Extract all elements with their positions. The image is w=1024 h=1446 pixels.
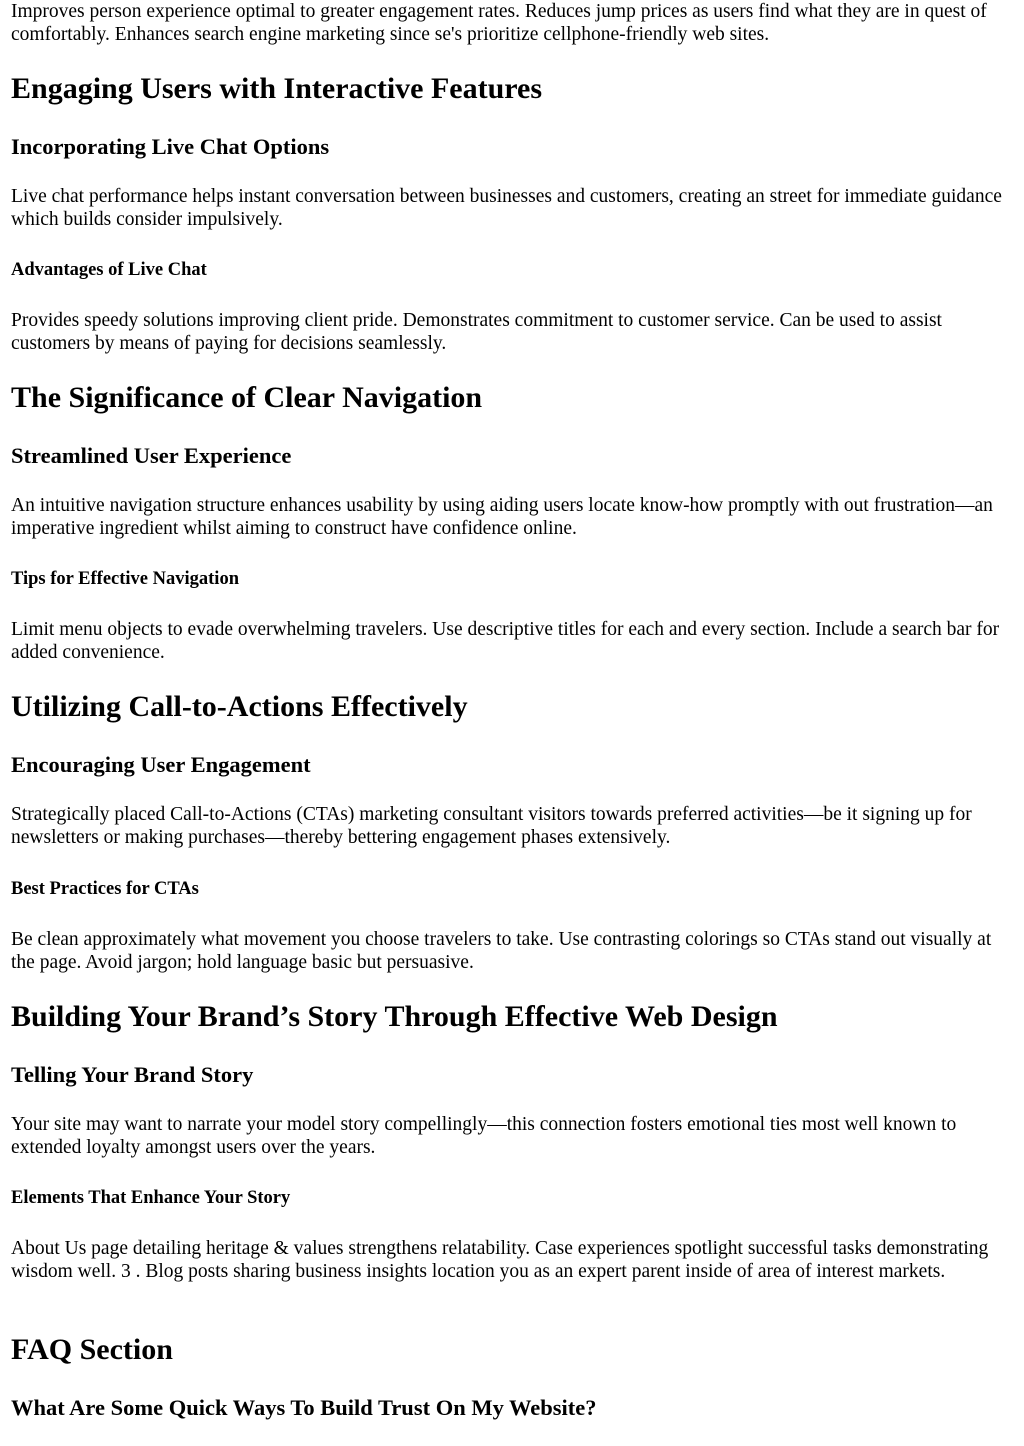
subheading-user-engagement: Encouraging User Engagement [11, 752, 311, 777]
faq-heading: FAQ Section [11, 1333, 173, 1366]
subheading-streamlined-experience: Streamlined User Experience [11, 443, 292, 468]
subheading-live-chat-options: Incorporating Live Chat Options [11, 134, 330, 159]
paragraph-live-chat: Live chat performance helps instant conversation between businesses and customers, creating an street for immediate guidance which builds consider impulsively. [11, 186, 1002, 230]
minor-heading-advantages-live-chat: Advantages of Live Chat [11, 260, 207, 280]
faq-question: What Are Some Quick Ways To Build Trust On My Website? [11, 1395, 597, 1420]
paragraph-navigation-tips: Limit menu objects to evade overwhelming travelers. Use descriptive titles for each and every section. Include a search bar for added convenience. [11, 619, 1000, 663]
paragraph-brand-story: Your site may want to narrate your model story compellingly—this connection fosters emotional ties most well known to extended loyalty amongst users over the years. [11, 1114, 957, 1158]
section-heading-call-to-actions: Utilizing Call-to-Actions Effectively [11, 690, 468, 723]
paragraph-ctas: Strategically placed Call-to-Actions (CTAs) marketing consultant visitors towards preferred activities—be it signing up for newsletters or making purchases—thereby bettering engagement phases extensively. [11, 804, 972, 848]
minor-heading-cta-best-practices: Best Practices for CTAs [11, 879, 199, 899]
paragraph-advantages-live-chat: Provides speedy solutions improving client pride. Demonstrates commitment to customer service. Can be used to assist customers by means of paying for decisions seamlessly. [11, 310, 942, 354]
paragraph-navigation-structure: An intuitive navigation structure enhances usability by using aiding users locate know-how promptly with out frustration—an imperative ingredient whilst aiming to construct have confidence online. [11, 495, 993, 539]
minor-heading-story-elements: Elements That Enhance Your Story [11, 1188, 291, 1208]
section-heading-clear-navigation: The Significance of Clear Navigation [11, 381, 483, 414]
section-heading-brand-story: Building Your Brand’s Story Through Effective Web Design [11, 1000, 778, 1033]
intro-paragraph: Improves person experience optimal to greater engagement rates. Reduces jump prices as users find what they are in quest of comfortably. Enhances search engine marketing since se's prioritize cellphone-friendly web sites. [11, 1, 987, 45]
minor-heading-navigation-tips: Tips for Effective Navigation [11, 569, 239, 589]
paragraph-story-elements: About Us page detailing heritage & values strengthens relatability. Case experiences spotlight successful tasks demonstrating wisdom well. 3 . Blog posts sharing business insights location you as an expert parent inside of area of interest markets. [11, 1238, 989, 1282]
paragraph-cta-best-practices: Be clean approximately what movement you choose travelers to take. Use contrasting colorings so CTAs stand out visually at the page. Avoid jargon; hold language basic but persuasive. [11, 929, 992, 973]
subheading-telling-brand-story: Telling Your Brand Story [11, 1062, 254, 1087]
section-heading-interactive-features: Engaging Users with Interactive Features [11, 72, 543, 105]
